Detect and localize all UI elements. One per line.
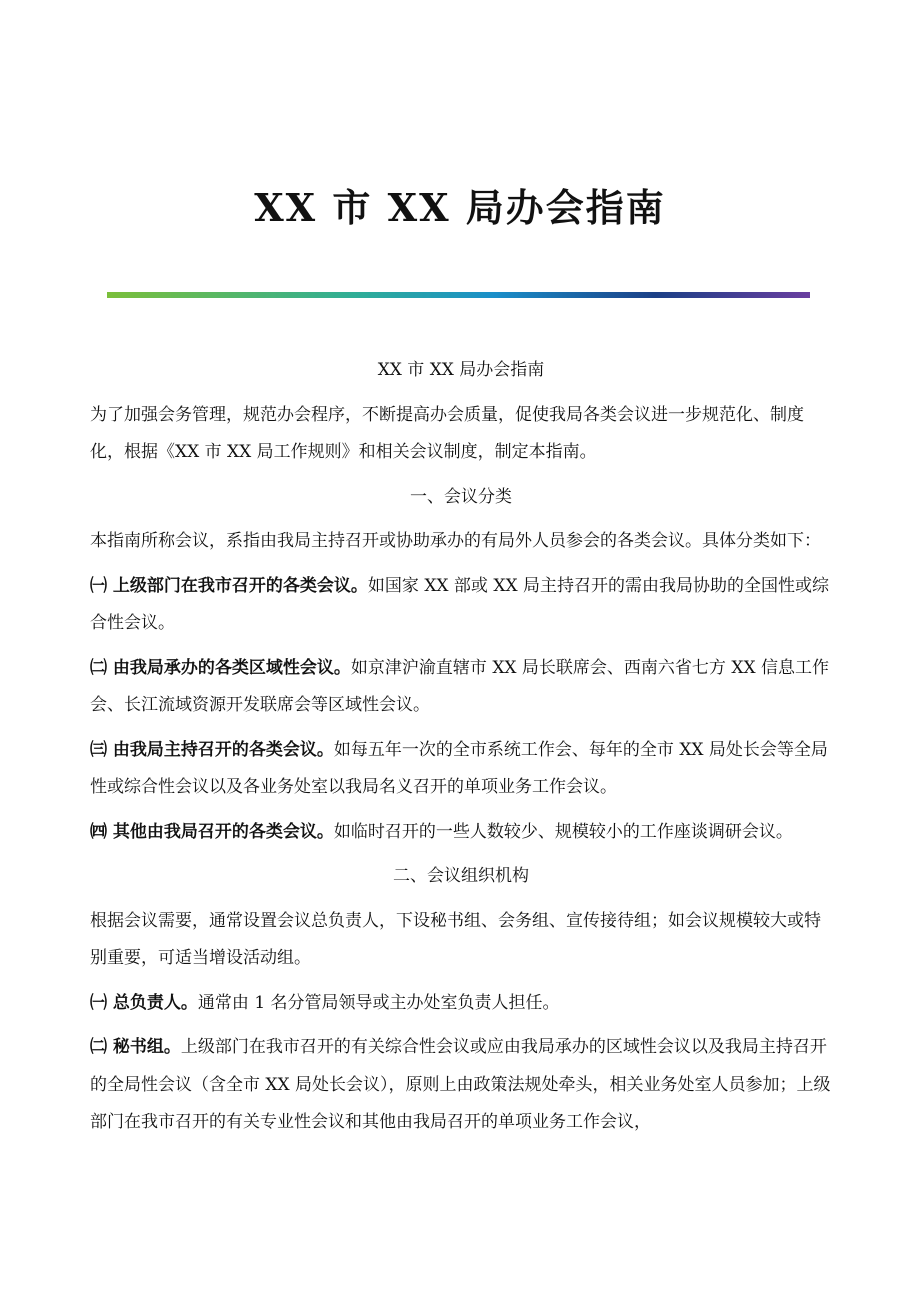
item-text: 上级部门在我市召开的有关综合性会议或应由我局承办的区域性会议以及我局主持召开的全局性会议（含全市 XX 局处长会议），原则上由政策法规处牵头，相关业务处室人员参加；上级部门在我市召开的有关专业性会议和其他由我局召开的单项业务工作会议， (90, 1037, 831, 1132)
item-text: 如临时召开的一些人数较少、规模较小的工作座谈调研会议。 (333, 821, 793, 842)
section2-intro: 根据会议需要，通常设置会议总负责人，下设秘书组、会务组、宣传接待组；如会议规模较大或特别重要，可适当增设活动组。 (90, 910, 821, 968)
item-text: 如每五年一次的全市系统工作会、每年的全市 XX 局处长会等全局性或综合性会议以及各业务处室以我局名义召开的单项业务工作会议。 (90, 739, 828, 797)
document-title: XX 市 XX 局办会指南 (254, 185, 666, 230)
item-label: ㈠ 总负责人。 (90, 992, 198, 1013)
section2-item-2 (90, 1029, 832, 1142)
section1-item-2 (90, 650, 832, 725)
item-text: 如京津沪渝直辖市 XX 局长联席会、西南六省七方 XX 信息工作会、长江流域资源开发联席会等区域性会议。 (90, 657, 829, 715)
item-label: ㈠ 上级部门在我市召开的各类会议。 (90, 575, 368, 596)
intro-paragraph: 为了加强会务管理，规范办会程序，不断提高办会质量，促使我局各类会议进一步规范化、制度化，根据《XX 市 XX 局工作规则》和相关会议制度，制定本指南。 (90, 404, 804, 462)
title-divider (107, 292, 810, 298)
item-label: ㈣ 其他由我局召开的各类会议。 (90, 821, 334, 842)
document-subtitle: XX 市 XX 局办会指南 (377, 360, 545, 380)
item-label: ㈡ 秘书组。 (90, 1037, 181, 1057)
item-label: ㈡ 由我局承办的各类区域性会议。 (90, 657, 351, 678)
document-body (90, 352, 832, 1149)
section1-item-3 (90, 732, 832, 807)
item-text: 如国家 XX 部或 XX 局主持召开的需由我局协助的全国性或综合性会议。 (90, 575, 829, 633)
item-label: ㈢ 由我局主持召开的各类会议。 (90, 739, 334, 760)
section-heading-2: 二、会议组织机构 (393, 866, 529, 886)
section1-item-4 (90, 814, 832, 852)
item-text: 通常由 1 名分管局领导或主办处室负责人担任。 (197, 992, 560, 1013)
section-heading-1: 一、会议分类 (410, 486, 512, 507)
section2-item-1 (90, 985, 832, 1023)
section1-intro: 本指南所称会议，系指由我局主持召开或协助承办的有局外人员参会的各类会议。具体分类如下： (90, 531, 821, 551)
section1-item-1 (90, 568, 832, 643)
